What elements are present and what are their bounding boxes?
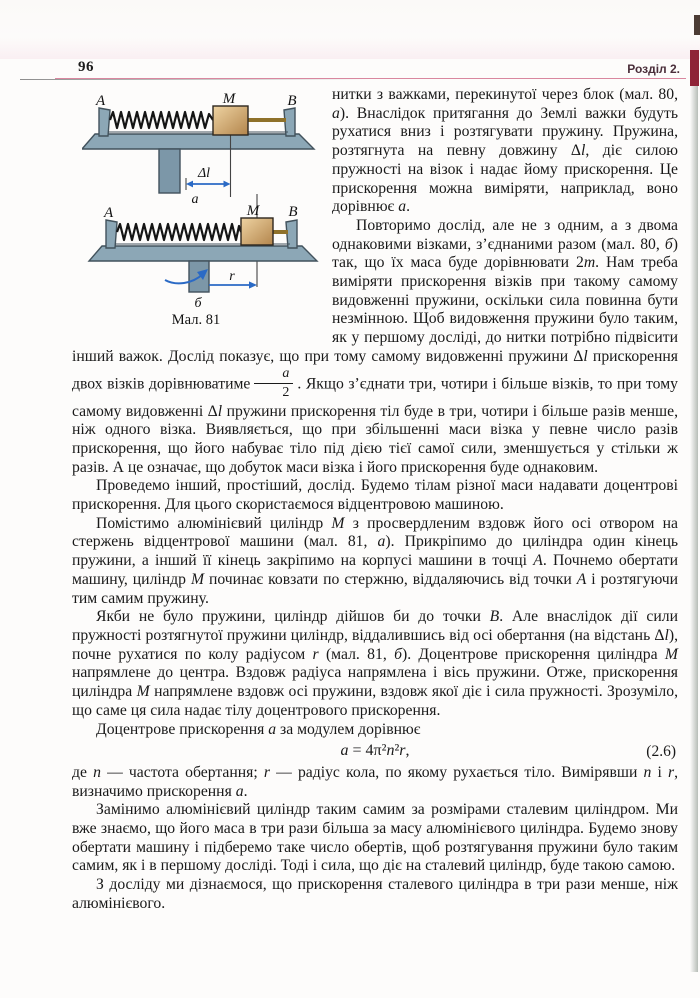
delta-l-label: Δl [197,166,211,181]
delta-l-arrowhead-right [224,181,231,188]
paragraph-6: Доцентрове прискорення а за модулем дорівнює [96,720,421,738]
cylinder-a [213,106,248,135]
platform-a [82,134,314,149]
paragraph-7: де n — частота обертання; r — радіус кола, по якому рухається тіло. Вимірявши n і r, визначимо прискорення а. [72,763,679,800]
cylinder-m-label-b: M [246,203,260,219]
platform-b [89,246,317,261]
sub-label-a: а [191,192,199,207]
radius-label: r [229,269,235,284]
scan-tint [0,38,700,59]
paragraph-9: З досліду ми дізнаємося, що прискорення сталевого циліндра в три рази менше, ніж алюмінієвого. [72,876,678,912]
physics-figure-81 [72,86,332,333]
fraction-numerator: a [254,367,293,384]
figure-caption: Мал. 81 [171,312,221,328]
paragraph-5: Якби не було пружини, циліндр дійшов би до точки В. Але внаслідок дії сили пружності розтягнутої пружини циліндр, віддалившись від осі обертання (на відстань Δl), почне рухатися по колу радіусом r (мал. 81, б). Доцентрове прискорення циліндра M напрямлене до центра. Вздовж радіуса напрямлена і вісь пружини. Отже, прискорення циліндра M напрямлене вздовж осі пружини, вздовж якої діє і сила пружності. Зрозуміло, що саме ця сила надає тілу доцентрового прискорення. [72,608,678,719]
page-number: 96 [78,59,94,75]
fraction-denominator: 2 [282,384,290,400]
equation-formula: a = 4π²n²r, [340,742,410,760]
equation-2-6 [72,742,678,761]
point-a-label: A [96,93,106,109]
paragraph-2-before-fraction: Повторимо дослід, але не з одним, а з двома однаковими візками, з’єднаними разом (мал. 80, б) так, що їх маса буде дорівнювати 2m. Нам треба виміряти прискорення візків при такому самому видовженні пружини, оскільки сила повинна бути незмінною. Щоб видовження пружини було таким, як у першому досліді, до нитки потрібно підвісити інший важок. Дослід показує, що при тому самому видовженні пружини Δl прискорення двох візків дорівнюватиме [72,216,679,393]
point-a-label-b: A [104,205,114,221]
paragraph-3: Проведемо інший, простіший, дослід. Будемо тілам різної маси надавати доцентрові прискорення. Для цього скористаємося відцентровою машиною. [72,477,678,514]
paragraph-4: Помістимо алюмінієвий циліндр M з просвердленим вздовж його осі отвором на стержень відцентрової машини (мал. 81, а). Прикріпимо до циліндра один кінець пружини, а інший її кінець закріпимо на корпусі машини в точці А. Почнемо обертати машину, циліндр M починає ковзати по стержню, віддаляючись від точки А і розтягуючи тим самим пружину. [72,514,679,607]
pedestal-a [159,149,180,193]
cylinder-b [241,218,273,245]
point-b-label: B [287,93,297,109]
fraction-a-over-2 [254,367,293,400]
paragraph-1: нитки з важками, перекинутої через блок (мал. 80, а). Внаслідок притягання до Землі важки будуть рухатися вниз і розтягувати пружину. Пружина, розтягнута на певну довжину Δl, діє силою пружності на візок і надає йому прискорення. Це прискорення можна виміряти, наприклад, воно дорівнює а. [332,86,679,216]
diagram-a [82,91,314,207]
page-edge-red [690,50,699,86]
chapter-label: Розділ 2. [627,61,680,76]
scan-corner-mark [694,15,700,35]
cylinder-m-label: M [222,91,236,107]
spring-b [117,224,241,240]
paragraph-8: Замінимо алюмінієвий циліндр таким самим за розмірами сталевим циліндром. Ми вже знаємо, що його маса в три рази більша за масу алюмінієвого циліндра. Будемо знову обертати машину і підберемо таке число обертів, щоб розтягування пружини було таким самим, як і в першому досліді. Тоді і сила, що діє на сталевий циліндр, буде такою самою. [72,801,678,875]
point-b-label-b: B [288,204,298,220]
delta-l-arrowhead-left [186,181,193,188]
page-edge-shadow [690,86,698,972]
paragraph-2-after-fraction: . Якщо з’єднати три, чотири і більше візків, то при тому самому видовженні Δl пружини прискорення тіл буде в три, чотири і більше разів менше, ніж одного візка. Виявляється, що при збільшенні маси візка у певне число разів прискорення, що його набуває тіло під дією тієї самої сили, зменшується у стільки ж разів. А це означає, що добуток маси візка і його прискорення буде однаковим. [72,375,678,476]
page-body [72,86,678,914]
radius-arrowhead [249,281,257,288]
diagram-b [89,194,317,328]
spring-a [110,112,213,128]
header-rule [20,79,370,80]
equation-number: (2.6) [646,743,676,761]
sub-label-b: б [194,296,202,311]
figure-svg [82,86,322,333]
chapter-header-bar [55,59,686,79]
